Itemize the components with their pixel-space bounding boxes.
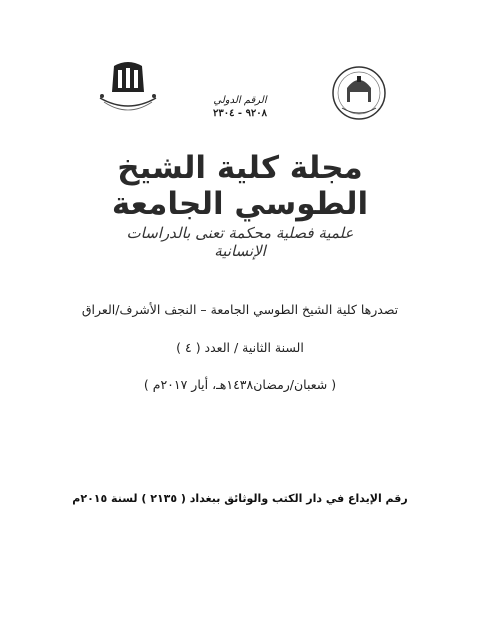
- journal-title: مجلة كلية الشيخ الطوسي الجامعة: [111, 150, 369, 222]
- college-emblem-icon: [92, 58, 164, 120]
- journal-subtitle: علمية فصلية محكمة تعنى بالدراسات الإنسانية: [126, 224, 354, 260]
- issn-number: ٩٢٠٨ - ٢٣٠٤: [212, 108, 268, 119]
- issn-block: [180, 95, 300, 119]
- issn-label: الرقم الدولي: [213, 95, 267, 106]
- issue-line: السنة الثانية / العدد ( ٤ ): [176, 340, 304, 355]
- university-seal-icon: [330, 62, 388, 124]
- deposit-number-line: رقم الإيداع في دار الكتب والوثائق ببغداد ( ٢١٣٥ ) لسنة ٢٠١٥م: [72, 492, 408, 505]
- date-line: ( شعبان/رمضان١٤٣٨هـ، أيار ٢٠١٧م ): [143, 377, 337, 392]
- publisher-line: تصدرها كلية الشيخ الطوسي الجامعة – النجف الأشرف/العراق: [81, 302, 399, 317]
